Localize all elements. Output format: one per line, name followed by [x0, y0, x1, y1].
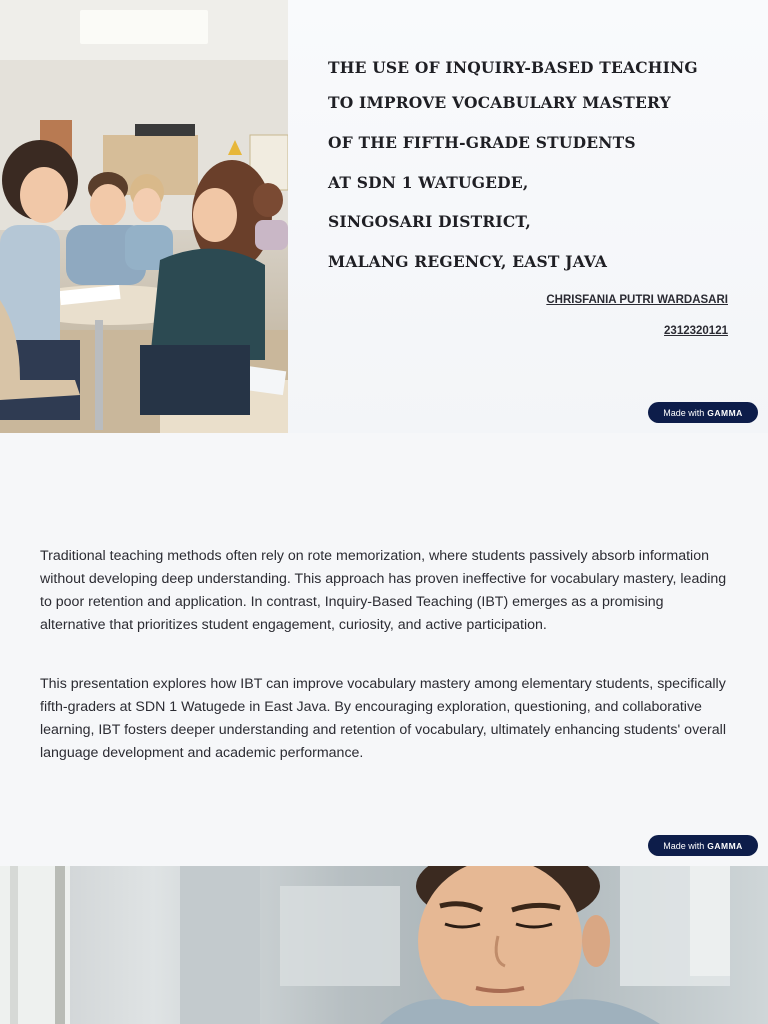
- made-with-gamma-badge[interactable]: [648, 835, 758, 856]
- author-name: CHRISFANIA PUTRI WARDASARI: [546, 294, 728, 306]
- title-line: SINGOSARI DISTRICT,: [328, 212, 532, 231]
- badge-prefix: Made with: [663, 407, 705, 418]
- classroom-students-photo: [0, 0, 288, 433]
- gamma-logo: GAMMA: [707, 840, 743, 851]
- badge-prefix: Made with: [663, 840, 705, 851]
- student-reading-illustration: [0, 866, 768, 1024]
- title-line: THE USE OF INQUIRY-BASED TEACHING: [328, 58, 698, 77]
- student-id: 2312320121: [664, 325, 728, 337]
- title-line: AT SDN 1 WATUGEDE,: [328, 173, 529, 192]
- title-line: MALANG REGENCY, EAST JAVA: [328, 252, 608, 271]
- intro-paragraph: Traditional teaching methods often rely on rote memorization, where students passively absorb information without developing deep understanding. This approach has proven ineffective for vocabulary mastery, leading to poor retention and application. In contrast, Inquiry-Based Teaching (IBT) emerges as a promising alternative that prioritizes student engagement, curiosity, and active participation.: [40, 548, 727, 633]
- intro-paragraph: This presentation explores how IBT can improve vocabulary mastery among elementary students, specifically fifth-graders at SDN 1 Watugede in East Java. By encouraging exploration, questioning, and collaborative learning, IBT fosters deeper understanding and retention of vocabulary, ultimately enhancing students' overall language development and academic performance.: [40, 676, 726, 761]
- made-with-gamma-badge[interactable]: [648, 402, 758, 423]
- title-line: TO IMPROVE VOCABULARY MASTERY: [328, 93, 671, 112]
- gamma-logo: GAMMA: [707, 407, 743, 418]
- title-line: OF THE FIFTH-GRADE STUDENTS: [328, 133, 636, 152]
- intro-slide: [0, 433, 768, 866]
- classroom-illustration: [0, 0, 288, 433]
- student-reading-photo: [0, 866, 768, 1024]
- title-slide: [0, 0, 768, 433]
